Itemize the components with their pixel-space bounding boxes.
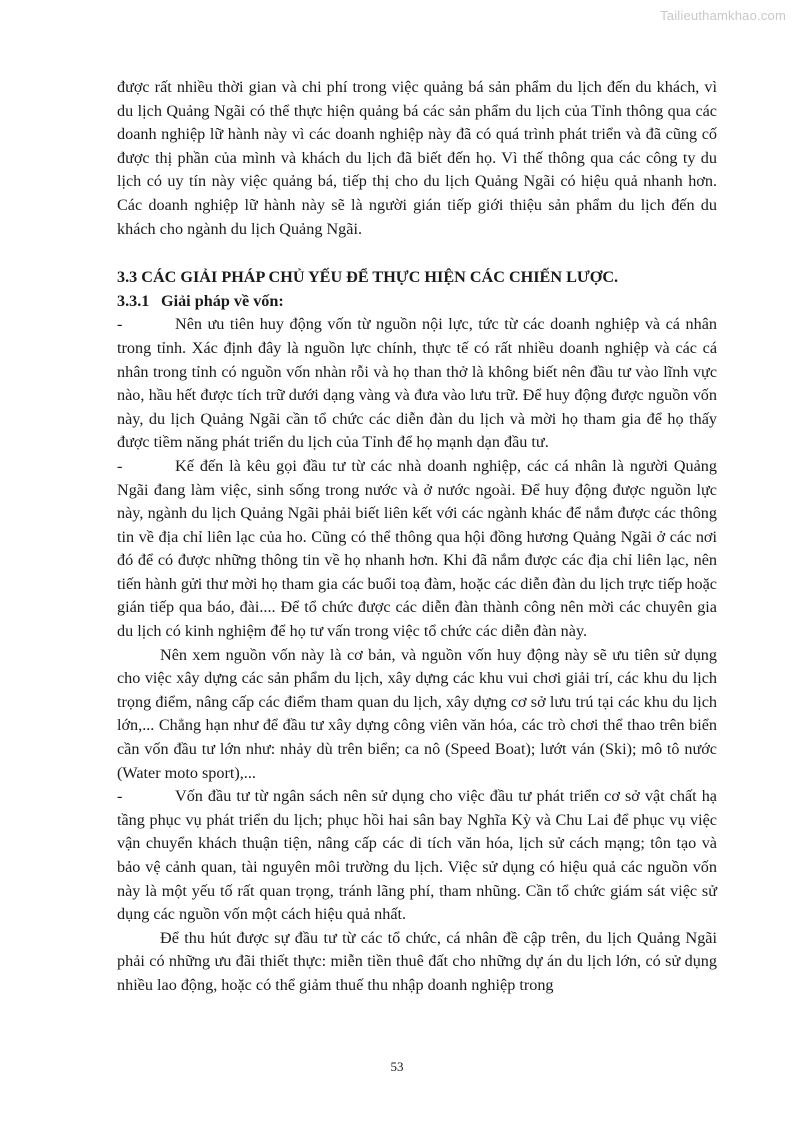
subsection-title: Giải pháp về vốn: (161, 291, 284, 310)
subsection-heading (117, 290, 717, 314)
bullet-paragraph-4-text: Vốn đầu tư từ ngân sách nên sử dụng cho việc đầu tư phát triển cơ sở vật chất hạ tầng phục vụ phát triển du lịch; phục hồi hai sân bay Nghĩa Kỳ và Chu Lai để phục vụ việc vận chuyển khách thuận tiện, nâng cấp các di tích văn hóa, lịch sử cách mạng; tôn tạo và bảo vệ cảnh quan, tài nguyên môi trường du lịch. Việc sử dụng có hiệu quả các nguồn vốn này là một yếu tố rất quan trọng, tránh lãng phí, tham nhũng. Cần tổ chức giám sát việc sử dụng các nguồn vốn một cách hiệu quả nhất. (117, 787, 717, 924)
intro-paragraph: được rất nhiều thời gian và chi phí trong việc quảng bá sản phẩm du lịch đến du khách, vì du lịch Quảng Ngãi có thể thực hiện quảng bá các sản phẩm du lịch của Tỉnh thông qua các doanh nghiệp lữ hành này vì các doanh nghiệp này đã có quá trình phát triển và đã cũng cố được thị phần của mình và khách du lịch đã biết đến họ. Vì thế thông qua các công ty du lịch có uy tín này việc quảng bá, tiếp thị cho du lịch Quảng Ngãi có hiệu quả nhanh hơn. Các doanh nghiệp lữ hành này sẽ là người gián tiếp giới thiệu sản phẩm du lịch đến du khách cho ngành du lịch Quảng Ngãi. (117, 78, 717, 238)
body-paragraph-3: Nên xem nguồn vốn này là cơ bản, và nguồn vốn huy động này sẽ ưu tiên sử dụng cho việc xây dựng các sản phẩm du lịch, xây dựng các khu vui chơi giải trí, các khu du lịch trọng điểm, nâng cấp các điểm tham quan du lịch, xây dựng cơ sở lưu trú tại các khu du lịch lớn,... Chẳng hạn như để đầu tư xây dựng công viên văn hóa, các trò chơi thể thao trên biển cần vốn đầu tư lớn như: nhảy dù trên biển; ca nô (Speed Boat); lướt ván (Ski); mô tô nước (Water moto sport),... (117, 645, 717, 782)
subsection-number: 3.3.1 (117, 291, 150, 310)
dash-marker: - (117, 315, 123, 334)
watermark: Tailieuthamkhao.com (660, 8, 786, 23)
dash-marker: - (117, 456, 123, 475)
bullet-paragraph-4 (117, 785, 717, 927)
bullet-paragraph-2 (117, 455, 717, 644)
dash-marker: - (117, 787, 123, 806)
bullet-paragraph-1 (117, 313, 717, 455)
body-paragraph-5: Để thu hút được sự đầu tư từ các tổ chức, cá nhân đề cập trên, du lịch Quảng Ngãi phải có những ưu đãi thiết thực: miễn tiền thuê đất cho những dự án du lịch lớn, có sử dụng nhiều lao động, hoặc có thể giảm thuế thu nhập doanh nghiệp trong (117, 928, 717, 994)
bullet-paragraph-2-text: Kế đến là kêu gọi đầu tư từ các nhà doanh nghiệp, các cá nhân là người Quảng Ngãi đang làm việc, sinh sống trong nước và ở nước ngoài. Để huy động được nguồn lực này, ngành du lịch Quảng Ngãi phải biết liên kết với các ngành khác để nắm được các thông tin về địa chỉ liên lạc của ho. Cũng có thể thông qua hội đồng hương Quảng Ngãi ở các nơi đó để có được những thông tin về họ nhanh hơn. Khi đã nắm được các địa chỉ liên lạc, nên tiến hành gửi thư mời họ tham gia các buổi toạ đàm, hoặc các diễn đàn du lịch trực tiếp hoặc gián tiếp qua báo, đài.... Để tổ chức được các diễn đàn thành công nên mời các chuyên gia du lịch có kinh nghiệm để họ tư vấn trong việc tổ chức các diễn đàn này. (117, 456, 717, 641)
page-body (117, 76, 717, 998)
section-heading: 3.3 CÁC GIẢI PHÁP CHỦ YẾU ĐỂ THỰC HIỆN CÁC CHIẾN LƯỢC. (117, 268, 619, 287)
page-number: 53 (390, 1059, 404, 1074)
bullet-paragraph-1-text: Nên ưu tiên huy động vốn từ nguồn nội lực, tức từ các doanh nghiệp và cá nhân trong tỉnh. Xác định đây là nguồn lực chính, thực tế có rất nhiều doanh nghiệp và các cá nhân trong tỉnh có nguồn vốn nhàn rỗi và họ than thở là không biết nên đầu tư vào lĩnh vực nào, hầu hết được tích trữ dưới dạng vàng và đưa vào lưu trữ. Để huy động được nguồn vốn này, du lịch Quảng Ngãi cần tổ chức các diễn đàn du lịch và mời họ tham gia để họ thấy được tiềm năng phát triển du lịch của Tỉnh để họ mạnh dạn đầu tư. (117, 315, 717, 452)
